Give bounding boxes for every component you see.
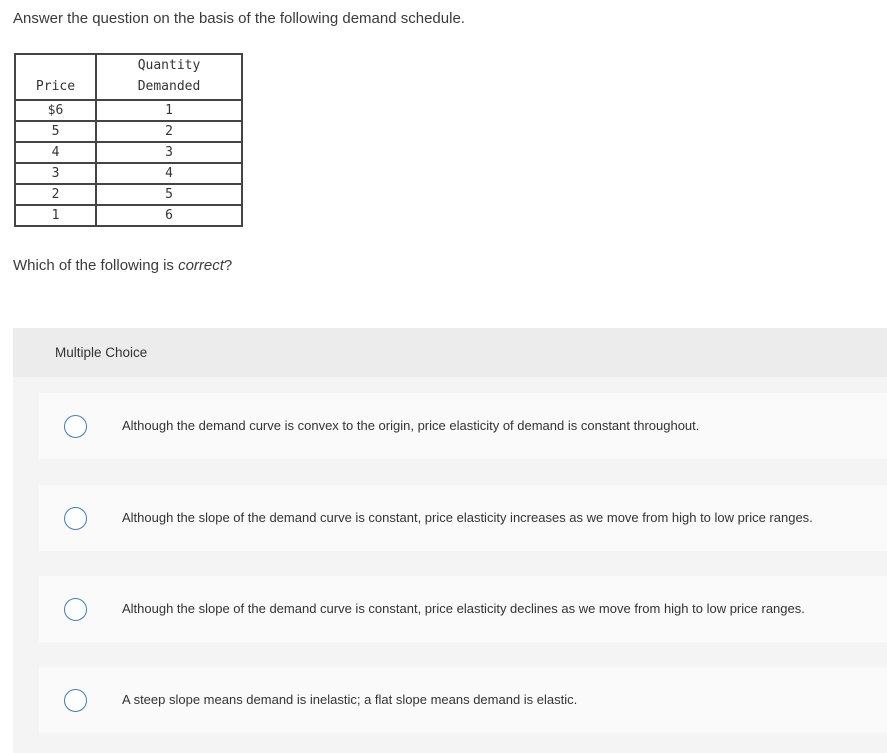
price-cell: 2: [15, 184, 96, 205]
quantity-header-line2: Demanded: [137, 79, 201, 94]
answer-option-2[interactable]: [39, 485, 887, 551]
answer-option-text: Although the demand curve is convex to the origin, price elasticity of demand is constant throughout.: [122, 418, 700, 433]
radio-button-icon[interactable]: [64, 415, 87, 438]
intro-text: Answer the question on the basis of the following demand schedule.: [13, 10, 465, 27]
price-cell: 4: [15, 142, 96, 163]
question-prefix: Which of the following is: [13, 257, 179, 274]
quantity-cell: 2: [96, 121, 242, 142]
demand-schedule-table: [14, 53, 243, 227]
quantity-header-line1: Quantity: [137, 58, 201, 73]
price-cell: 3: [15, 163, 96, 184]
price-cell: 1: [15, 205, 96, 226]
quantity-cell: 1: [96, 100, 242, 121]
table-row: [15, 142, 242, 163]
price-cell: $6: [15, 100, 96, 121]
answer-option-text: Although the slope of the demand curve is constant, price elasticity declines as we move from high to low price ranges.: [122, 601, 805, 616]
table-row: [15, 184, 242, 205]
quantity-cell: 6: [96, 205, 242, 226]
table-row: [15, 205, 242, 226]
multiple-choice-label: Multiple Choice: [55, 345, 148, 360]
answer-option-3[interactable]: [39, 576, 887, 642]
answer-option-1[interactable]: [39, 393, 887, 459]
answer-option-text: Although the slope of the demand curve is constant, price elasticity increases as we move from high to low price ranges.: [122, 510, 813, 525]
quantity-cell: 3: [96, 142, 242, 163]
multiple-choice-panel: [13, 328, 887, 753]
answer-option-text: A steep slope means demand is inelastic; a flat slope means demand is elastic.: [122, 692, 578, 707]
question-suffix: ?: [223, 257, 233, 274]
price-cell: 5: [15, 121, 96, 142]
price-column-header: [15, 54, 96, 100]
table-row: [15, 100, 242, 121]
table-header-row: [15, 54, 242, 100]
quantity-cell: 4: [96, 163, 242, 184]
table-row: [15, 121, 242, 142]
table-row: [15, 163, 242, 184]
price-header-label: Price: [35, 79, 76, 94]
radio-button-icon[interactable]: [64, 598, 87, 621]
radio-button-icon[interactable]: [64, 689, 87, 712]
quantity-cell: 5: [96, 184, 242, 205]
quantity-column-header: [96, 54, 242, 100]
radio-button-icon[interactable]: [64, 507, 87, 530]
answer-option-4[interactable]: [39, 667, 887, 733]
question-emphasis: correct: [178, 257, 224, 274]
question-text: [13, 257, 232, 274]
multiple-choice-header: [13, 328, 887, 377]
